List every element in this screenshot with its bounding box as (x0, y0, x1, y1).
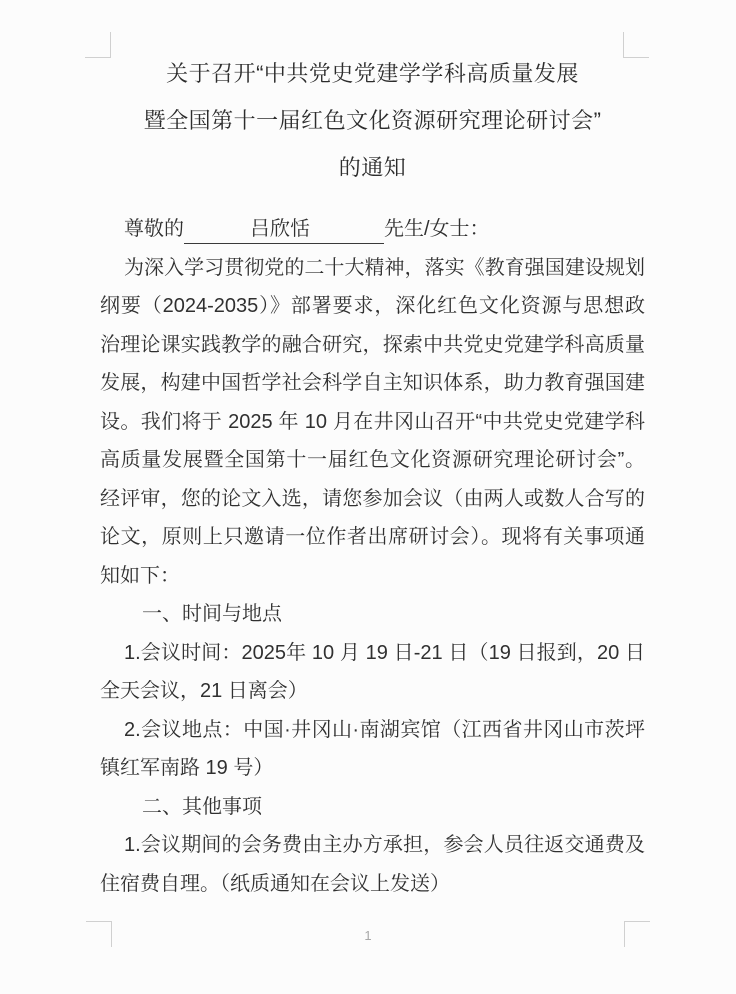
salutation-suffix: 先生/女士： (384, 218, 490, 240)
section-heading-time-place: 一、时间与地点 (142, 603, 282, 625)
intro-paragraph: 为深入学习贯彻党的二十大精神，落实《教育强国建设规划纲要（2024-2035）》部署要求，深化红色文化资源与思想政治理论课实践教学的融合研究，探索中共党史党建学科高质量发展，构建中国哲学社会科学自主知识体系，助力教育强国建设。我们将于 2025 年 10 月在井冈山召开“中共党史党建学科高质量发展暨全国第十一届红色文化资源研究理论研讨会”。经评审，您的论文入选，请您参加会议（由两人或数人合写的论文，原则上只邀请一位作者出席研讨会）。现将有关事项通知如下： (100, 256, 645, 587)
notice-title-line-1: 关于召开“中共党史党建学学科高质量发展 (166, 61, 579, 86)
page-number: 1 (364, 928, 372, 943)
meeting-place-item: 2.会议地点：中国·井冈山·南湖宾馆（江西省井冈山市茨坪镇红军南路 19 号） (100, 718, 645, 779)
fees-item: 1.会议期间的会务费由主办方承担，参会人员往返交通费及住宿费自理。（纸质通知在会议上发送） (100, 834, 645, 895)
recipient-name: 吕欣恬 (250, 218, 310, 240)
section-heading-other-matters: 二、其他事项 (142, 795, 262, 818)
salutation-prefix: 尊敬的 (124, 218, 184, 240)
notice-title-line-2: 暨全国第十一届红色文化资源研究理论研讨会” (143, 108, 602, 133)
meeting-time-item: 1.会议时间：2025年 10 月 19 日-21 日（19 日报到，20 日全天会议，21 日离会） (100, 641, 645, 702)
notice-title (100, 50, 645, 191)
notice-title-line-3: 的通知 (338, 155, 407, 180)
notice-content (100, 50, 645, 903)
notice-body (100, 210, 645, 903)
salutation-line (100, 210, 645, 249)
recipient-name-underline (184, 216, 384, 244)
